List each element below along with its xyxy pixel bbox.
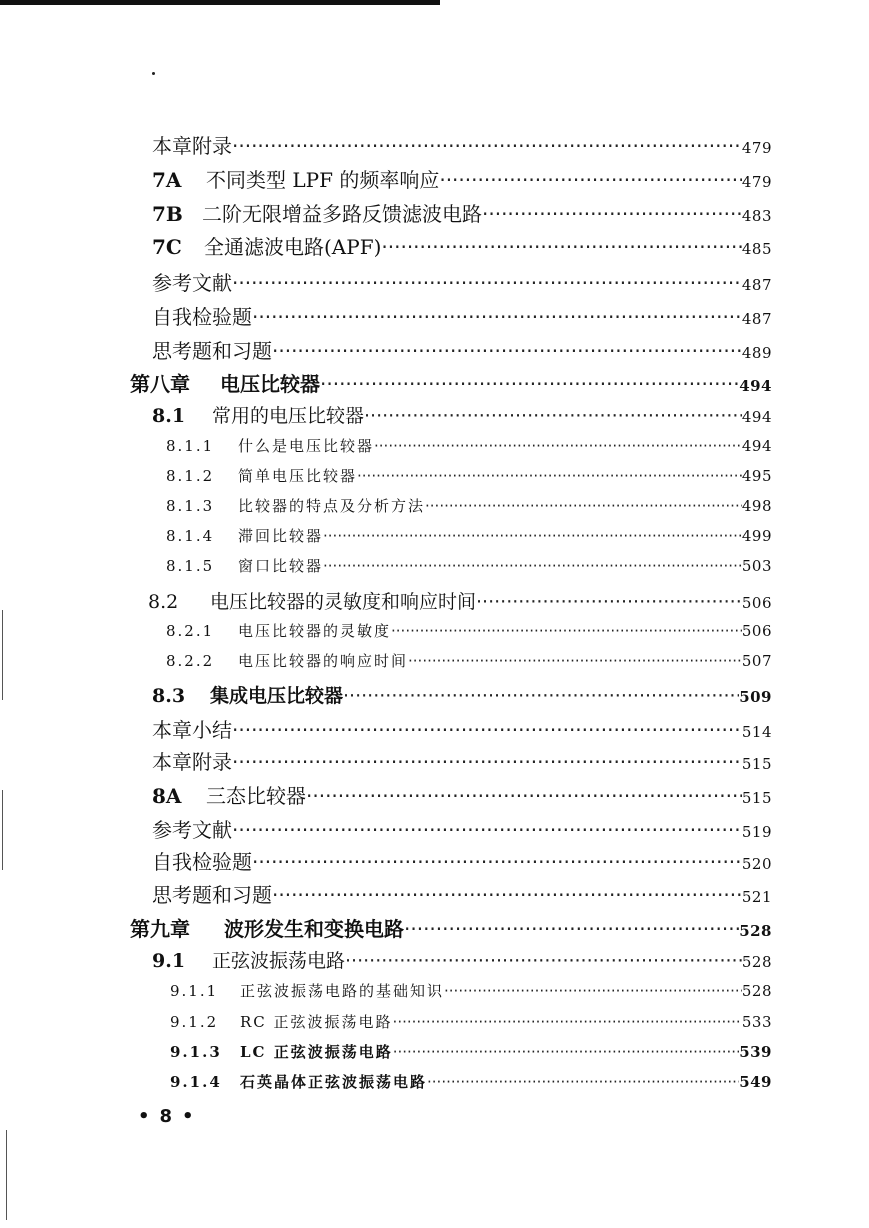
toc-subentry[interactable]	[166, 435, 772, 456]
dot-leader	[393, 1043, 739, 1061]
toc-entry[interactable]	[152, 846, 772, 875]
entry-title: 滞回比较器	[238, 527, 324, 545]
toc-chapter-entry[interactable]	[130, 913, 772, 942]
toc-entry[interactable]	[152, 681, 772, 708]
dot-leader	[404, 917, 739, 941]
page-number: 485	[741, 240, 772, 258]
toc-subentry[interactable]	[170, 1011, 772, 1032]
page-number: 498	[741, 497, 772, 515]
toc-entry[interactable]	[152, 335, 772, 364]
entry-title: 窗口比较器	[238, 557, 324, 575]
entry-number: 8.1.2	[166, 467, 215, 485]
page-number: 519	[741, 823, 772, 841]
entry-number: 8.1.4	[166, 527, 215, 545]
dot-leader	[444, 982, 742, 1000]
toc-subentry[interactable]	[166, 495, 772, 516]
footer-page-number: 8	[159, 1106, 183, 1127]
entry-title: 集成电压比较器	[210, 685, 344, 707]
page-number: 507	[741, 652, 772, 670]
toc-entry[interactable]	[152, 879, 772, 908]
dot-leader	[306, 784, 742, 808]
page-number: 528	[741, 982, 772, 1000]
dot-leader	[391, 622, 742, 640]
toc-subentry[interactable]	[166, 525, 772, 546]
entry-number: 7C	[152, 235, 182, 259]
entry-title: 石英晶体正弦波振荡电路	[240, 1073, 428, 1091]
entry-title: 二阶无限增益多路反馈滤波电路	[202, 202, 482, 226]
entry-title: 思考题和习题	[152, 883, 272, 907]
page-number: 506	[741, 622, 772, 640]
page-number: 479	[741, 139, 772, 157]
dot-leader	[381, 235, 741, 259]
page-number: 514	[741, 723, 772, 741]
toc-entry[interactable]	[152, 714, 772, 743]
dot-leader	[272, 883, 742, 907]
entry-title: 电压比较器的响应时间	[238, 652, 409, 670]
entry-title: 本章小结	[152, 718, 232, 742]
dot-leader	[320, 372, 739, 396]
dot-leader	[272, 339, 742, 363]
page-number: 494	[741, 408, 772, 426]
toc-subentry[interactable]	[166, 620, 772, 641]
entry-title: RC 正弦波振荡电路	[240, 1013, 393, 1031]
page-footer	[138, 1106, 204, 1127]
toc-subentry[interactable]	[170, 1071, 772, 1092]
page-number: 515	[741, 755, 772, 773]
entry-number: 8.2.2	[166, 652, 215, 670]
entry-number: 8.2	[148, 591, 179, 613]
entry-title: 思考题和习题	[152, 339, 272, 363]
page-number: 509	[739, 688, 772, 706]
page-number: 494	[739, 377, 772, 395]
entry-number: 8.2.1	[166, 622, 215, 640]
page-number: 487	[741, 276, 772, 294]
chapter-number: 第九章	[130, 917, 190, 941]
page-number: 533	[741, 1013, 772, 1031]
page-number: 549	[739, 1073, 772, 1091]
page-number: 483	[741, 207, 772, 225]
entry-title: 本章附录	[152, 750, 232, 774]
entry-number: 8A	[152, 784, 182, 808]
toc-entry[interactable]	[152, 814, 772, 843]
dot-leader	[252, 305, 742, 329]
dot-leader	[364, 405, 742, 427]
toc-entry[interactable]	[152, 267, 772, 296]
toc-subentry[interactable]	[166, 555, 772, 576]
dot-leader	[476, 591, 742, 613]
entry-title: 本章附录	[152, 134, 232, 158]
dot-leader	[232, 718, 742, 742]
entry-title: 简单电压比较器	[238, 467, 358, 485]
page-number: 521	[741, 888, 772, 906]
entry-number: 7B	[152, 202, 183, 226]
toc-subentry[interactable]	[170, 1041, 772, 1062]
toc-entry[interactable]	[152, 130, 772, 159]
footer-dot: •	[182, 1106, 204, 1127]
entry-title: 三态比较器	[206, 784, 306, 808]
page-number: 494	[741, 437, 772, 455]
entry-number: 8.3	[152, 685, 186, 707]
page-number: 515	[741, 789, 772, 807]
chapter-title: 波形发生和变换电路	[224, 917, 404, 941]
dot-leader	[357, 467, 742, 485]
dot-leader	[232, 818, 742, 842]
dot-leader	[252, 850, 742, 874]
toc-entry[interactable]	[152, 780, 772, 809]
entry-number: 9.1.2	[170, 1013, 219, 1031]
page-number: 528	[741, 953, 772, 971]
dot-leader	[439, 168, 742, 192]
dot-leader	[323, 527, 742, 545]
entry-title: LC 正弦波振荡电路	[240, 1043, 393, 1061]
entry-title: 自我检验题	[152, 305, 252, 329]
dot-leader	[232, 271, 742, 295]
entry-number: 8.1.1	[166, 437, 215, 455]
dot-leader	[482, 202, 742, 226]
toc-entry[interactable]	[152, 746, 772, 775]
entry-title: 自我检验题	[152, 850, 252, 874]
entry-number: 8.1.3	[166, 497, 215, 515]
page-number: 539	[739, 1043, 772, 1061]
entry-title: 电压比较器的灵敏度和响应时间	[210, 591, 477, 613]
toc-entry[interactable]	[152, 301, 772, 330]
dot-leader	[343, 685, 739, 707]
entry-number: 8.1.5	[166, 557, 215, 575]
dot-leader	[425, 497, 742, 515]
entry-number: 7A	[152, 168, 182, 192]
chapter-number: 第八章	[130, 372, 190, 396]
entry-title: 全通滤波电路(APF)	[204, 235, 382, 259]
entry-number: 9.1.3	[170, 1043, 222, 1061]
dot-leader	[345, 950, 742, 972]
toc-subentry[interactable]	[166, 465, 772, 486]
entry-title: 什么是电压比较器	[238, 437, 375, 455]
toc-entry[interactable]	[152, 401, 772, 428]
page-number: 479	[741, 173, 772, 191]
page-number: 503	[741, 557, 772, 575]
entry-number: 9.1.4	[170, 1073, 222, 1091]
page-number: 489	[741, 344, 772, 362]
page-number: 520	[741, 855, 772, 873]
entry-title: 比较器的特点及分析方法	[238, 497, 426, 515]
dot-leader	[232, 134, 742, 158]
dot-leader	[374, 437, 742, 455]
entry-number: 9.1	[152, 950, 186, 972]
entry-title: 电压比较器的灵敏度	[238, 622, 392, 640]
entry-title: 参考文献	[152, 818, 232, 842]
toc-subentry[interactable]	[166, 650, 772, 671]
toc-chapter-entry[interactable]	[130, 368, 772, 397]
entry-title: 参考文献	[152, 271, 232, 295]
entry-number: 8.1	[152, 405, 186, 427]
entry-number: 9.1.1	[170, 982, 219, 1000]
page-number: 495	[741, 467, 772, 485]
page-number: 506	[741, 594, 772, 612]
toc-entry[interactable]	[152, 946, 772, 973]
page-number: 487	[741, 310, 772, 328]
toc-entry[interactable]	[148, 587, 772, 614]
entry-title: 正弦波振荡电路的基础知识	[240, 982, 445, 1000]
entry-title: 不同类型 LPF 的频率响应	[206, 168, 440, 192]
toc-entry[interactable]	[152, 164, 772, 193]
dot-leader	[408, 652, 742, 670]
toc-entry[interactable]	[152, 231, 772, 260]
entry-title: 常用的电压比较器	[212, 405, 365, 427]
chapter-title: 电压比较器	[220, 372, 320, 396]
toc-entry[interactable]	[152, 198, 772, 227]
dot-leader	[393, 1013, 742, 1031]
page-number: 528	[739, 922, 772, 940]
toc-subentry[interactable]	[170, 980, 772, 1001]
page-number: 499	[741, 527, 772, 545]
entry-title: 正弦波振荡电路	[212, 950, 346, 972]
dot-leader	[323, 557, 742, 575]
dot-leader	[232, 750, 742, 774]
footer-dot: •	[138, 1106, 160, 1127]
dot-leader	[427, 1073, 739, 1091]
